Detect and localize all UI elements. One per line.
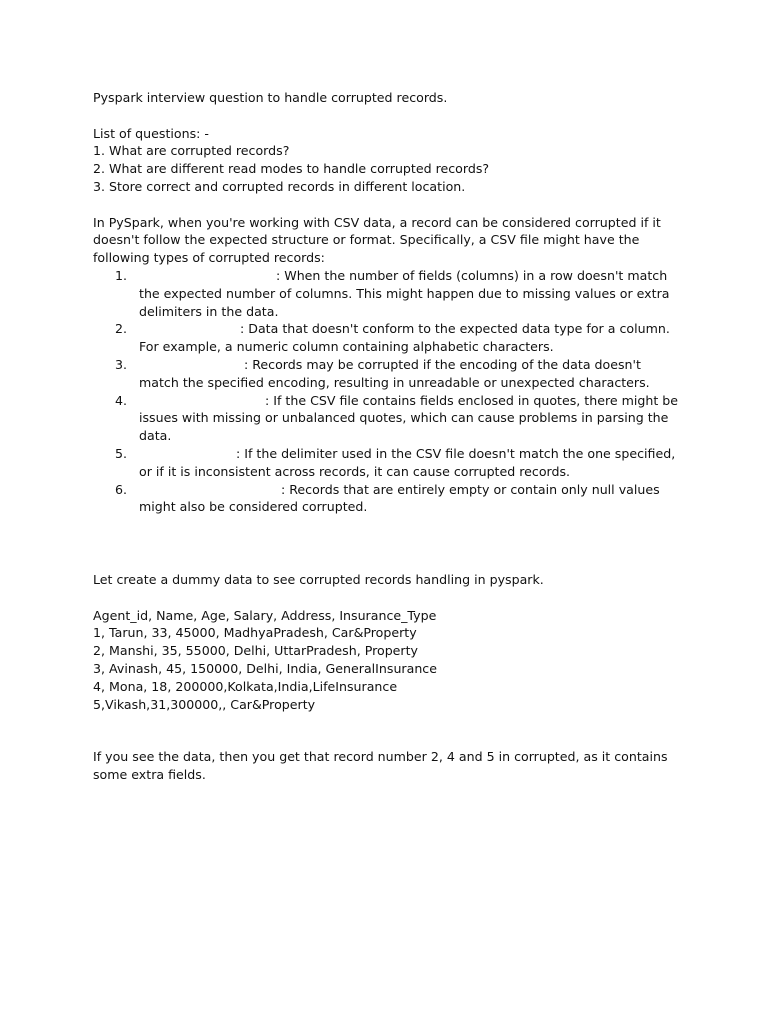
spacer — [93, 589, 683, 607]
document-title: Pyspark interview question to handle corrupted records. — [93, 90, 448, 105]
list-number: 2. — [115, 321, 128, 337]
question-item: 2. What are different read modes to handle corrupted records? — [93, 161, 490, 177]
question-item: 1. What are corrupted records? — [93, 143, 290, 159]
list-number: 3. — [115, 356, 128, 372]
dummy-data-intro: Let create a dummy data to see corrupted records handling in pyspark. — [93, 571, 544, 587]
list-item — [93, 267, 683, 320]
list-item — [93, 392, 683, 445]
csv-record-line: 4, Mona, 18, 200000,Kolkata,India,LifeInsurance — [93, 678, 398, 694]
spacer — [93, 713, 683, 748]
questions-heading: List of questions: - — [93, 125, 209, 141]
list-item — [93, 481, 683, 517]
intro-paragraph: In PySpark, when you're working with CSV data, a record can be considered corrupted if it doesn't follow the expected structure or format. Specifically, a CSV file might have the following types of corrupted records: — [93, 214, 661, 266]
redacted-term — [139, 356, 244, 374]
question-item: 3. Store correct and corrupted records in different location. — [93, 178, 466, 194]
spacer — [93, 553, 683, 571]
redacted-term — [139, 445, 236, 463]
list-item — [93, 356, 683, 392]
csv-record-line: 3, Avinash, 45, 150000, Delhi, India, GeneralInsurance — [93, 660, 437, 676]
list-item-text: : Records may be corrupted if the encoding of the data doesn't match the specified encoding, resulting in unreadable or unexpected characters. — [139, 356, 650, 390]
redacted-term — [139, 392, 265, 410]
list-item — [93, 320, 683, 356]
list-item-text: : Records that are entirely empty or contain only null values might also be considered corrupted. — [139, 481, 660, 515]
redacted-term — [139, 481, 281, 499]
csv-record-line: 2, Manshi, 35, 55000, Delhi, UttarPradesh, Property — [93, 643, 419, 659]
corrupted-types-list — [93, 267, 683, 516]
list-item-text: : Data that doesn't conform to the expected data type for a column. For example, a numeric column containing alphabetic characters. — [139, 321, 670, 355]
csv-header-line: Agent_id, Name, Age, Salary, Address, Insurance_Type — [93, 607, 437, 623]
list-item-text: : If the CSV file contains fields enclosed in quotes, there might be issues with missing or unbalanced quotes, which can cause problems in parsing the data. — [139, 392, 679, 444]
redacted-term — [139, 267, 276, 285]
csv-record-line: 5,Vikash,31,300000,, Car&Property — [93, 696, 316, 712]
list-number: 4. — [115, 392, 128, 408]
list-number: 1. — [115, 267, 128, 283]
list-item-text: : If the delimiter used in the CSV file doesn't match the one specified, or if it is inconsistent across records, it can cause corrupted records. — [139, 445, 676, 479]
document-page — [93, 89, 683, 784]
spacer — [93, 196, 683, 214]
list-number: 6. — [115, 481, 128, 497]
spacer — [93, 107, 683, 125]
list-item — [93, 445, 683, 481]
list-item-text: : When the number of fields (columns) in a row doesn't match the expected number of columns. This might happen due to missing values or extra delimiters in the data. — [139, 267, 670, 319]
list-number: 5. — [115, 445, 128, 461]
redacted-term — [139, 320, 240, 338]
csv-record-line: 1, Tarun, 33, 45000, MadhyaPradesh, Car&Property — [93, 625, 417, 641]
spacer — [93, 516, 683, 553]
conclusion-paragraph: If you see the data, then you get that record number 2, 4 and 5 in corrupted, as it contains some extra fields. — [93, 749, 668, 783]
